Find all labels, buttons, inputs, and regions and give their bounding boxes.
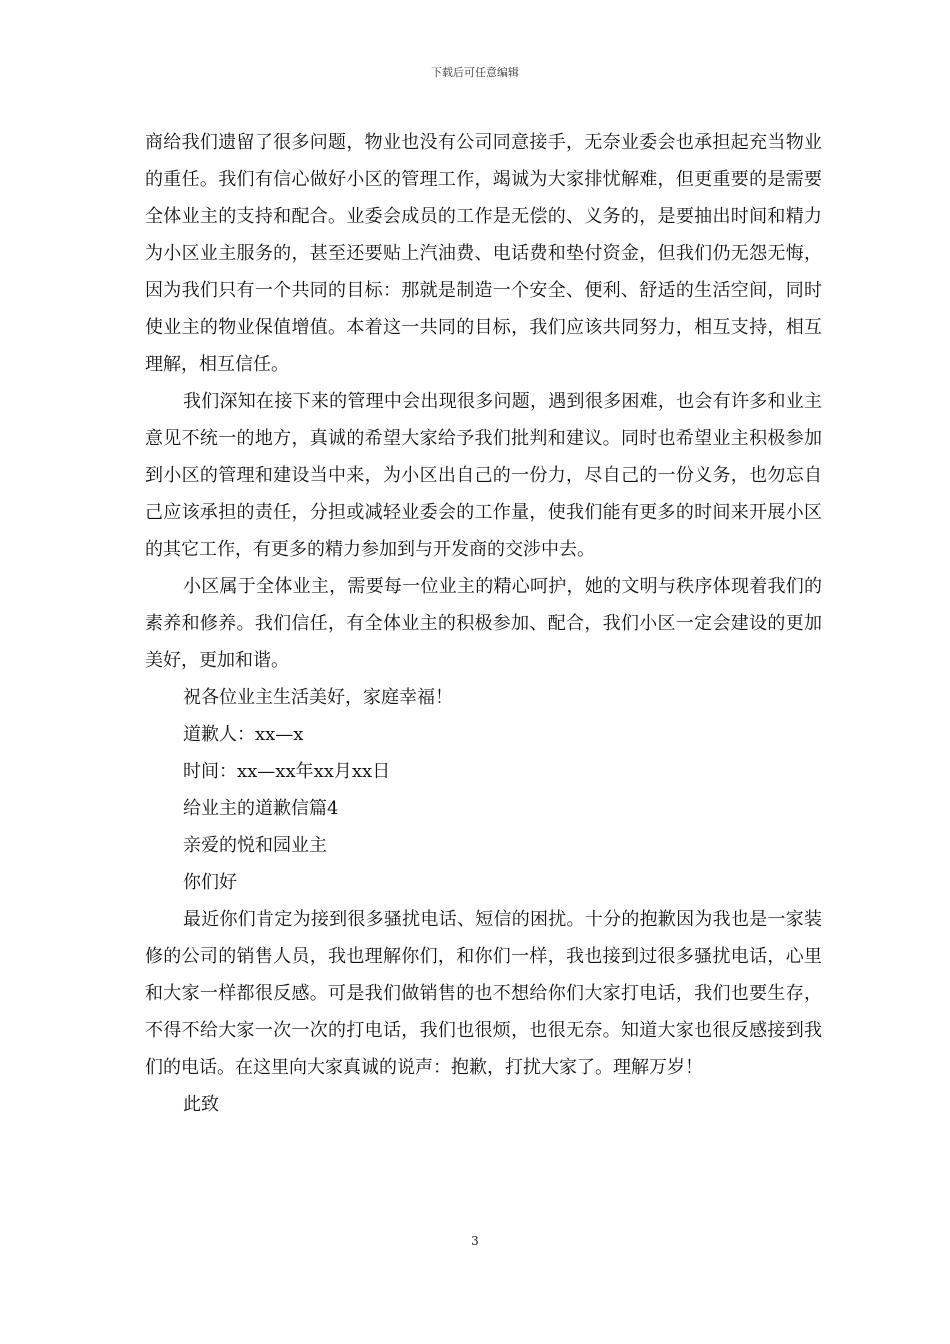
page-header: 下载后可任意编辑 bbox=[431, 66, 519, 79]
letter-date: 时间：xx—xx年xx月xx日 bbox=[183, 761, 391, 782]
letter-closing: 此致 bbox=[183, 1094, 219, 1115]
letter-salutation: 亲爱的悦和园业主 bbox=[183, 835, 327, 856]
section-title: 给业主的道歉信篇4 bbox=[183, 798, 339, 819]
paragraph-continuation: 商给我们遗留了很多问题，物业也没有公司同意接手，无奈业委会也承担起充当物业的重任。我们有信心做好小区的管理工作，竭诚为大家排忧解难，但更重要的是需要全体业主的支持和配合。业委会成员的工作是无偿的、义务的，是要抽出时间和精力为小区业主服务的，甚至还要贴上汽油费、电话费和垫付资金，但我们仍无怨无悔，因为我们只有一个共同的目标：那就是制造一个安全、便利、舒适的生活空间，同时使业主的物业保值增值。本着这一共同的目标，我们应该共同努力，相互支持，相互理解，相互信任。 bbox=[145, 132, 822, 375]
apologizer-signature: 道歉人：xx—x bbox=[183, 724, 304, 745]
paragraph-sales-calls-apology: 最近你们肯定为接到很多骚扰电话、短信的困扰。十分的抱歉因为我也是一家装修的公司的销售人员，我也理解你们，和你们一样，我也接到过很多骚扰电话，心里和大家一样都很反感。可是我们做销售的也不想给你们大家打电话，我们也要生存，不得不给大家一次一次的打电话，我们也很烦，也很无奈。知道大家也很反感接到我们的电话。在这里向大家真诚的说声：抱歉，打扰大家了。理解万岁！ bbox=[145, 909, 822, 1078]
page-number: 3 bbox=[471, 1234, 479, 1248]
letter-greeting: 你们好 bbox=[183, 872, 237, 893]
closing-wishes: 祝各位业主生活美好，家庭幸福！ bbox=[183, 687, 453, 708]
paragraph-community-belongs-to-owners: 小区属于全体业主，需要每一位业主的精心呵护，她的文明与秩序体现着我们的素养和修养。我们信任，有全体业主的积极参加、配合，我们小区一定会建设的更加美好，更加和谐。 bbox=[145, 576, 822, 671]
document-body bbox=[145, 124, 822, 1123]
paragraph-management-issues: 我们深知在接下来的管理中会出现很多问题，遇到很多困难，也会有许多和业主意见不统一的地方，真诚的希望大家给予我们批判和建议。同时也希望业主积极参加到小区的管理和建设当中来，为小区出自己的一份力，尽自己的一份义务，也勿忘自己应该承担的责任，分担或减轻业委会的工作量，使我们能有更多的时间来开展小区的其它工作，有更多的精力参加到与开发商的交涉中去。 bbox=[145, 391, 822, 560]
